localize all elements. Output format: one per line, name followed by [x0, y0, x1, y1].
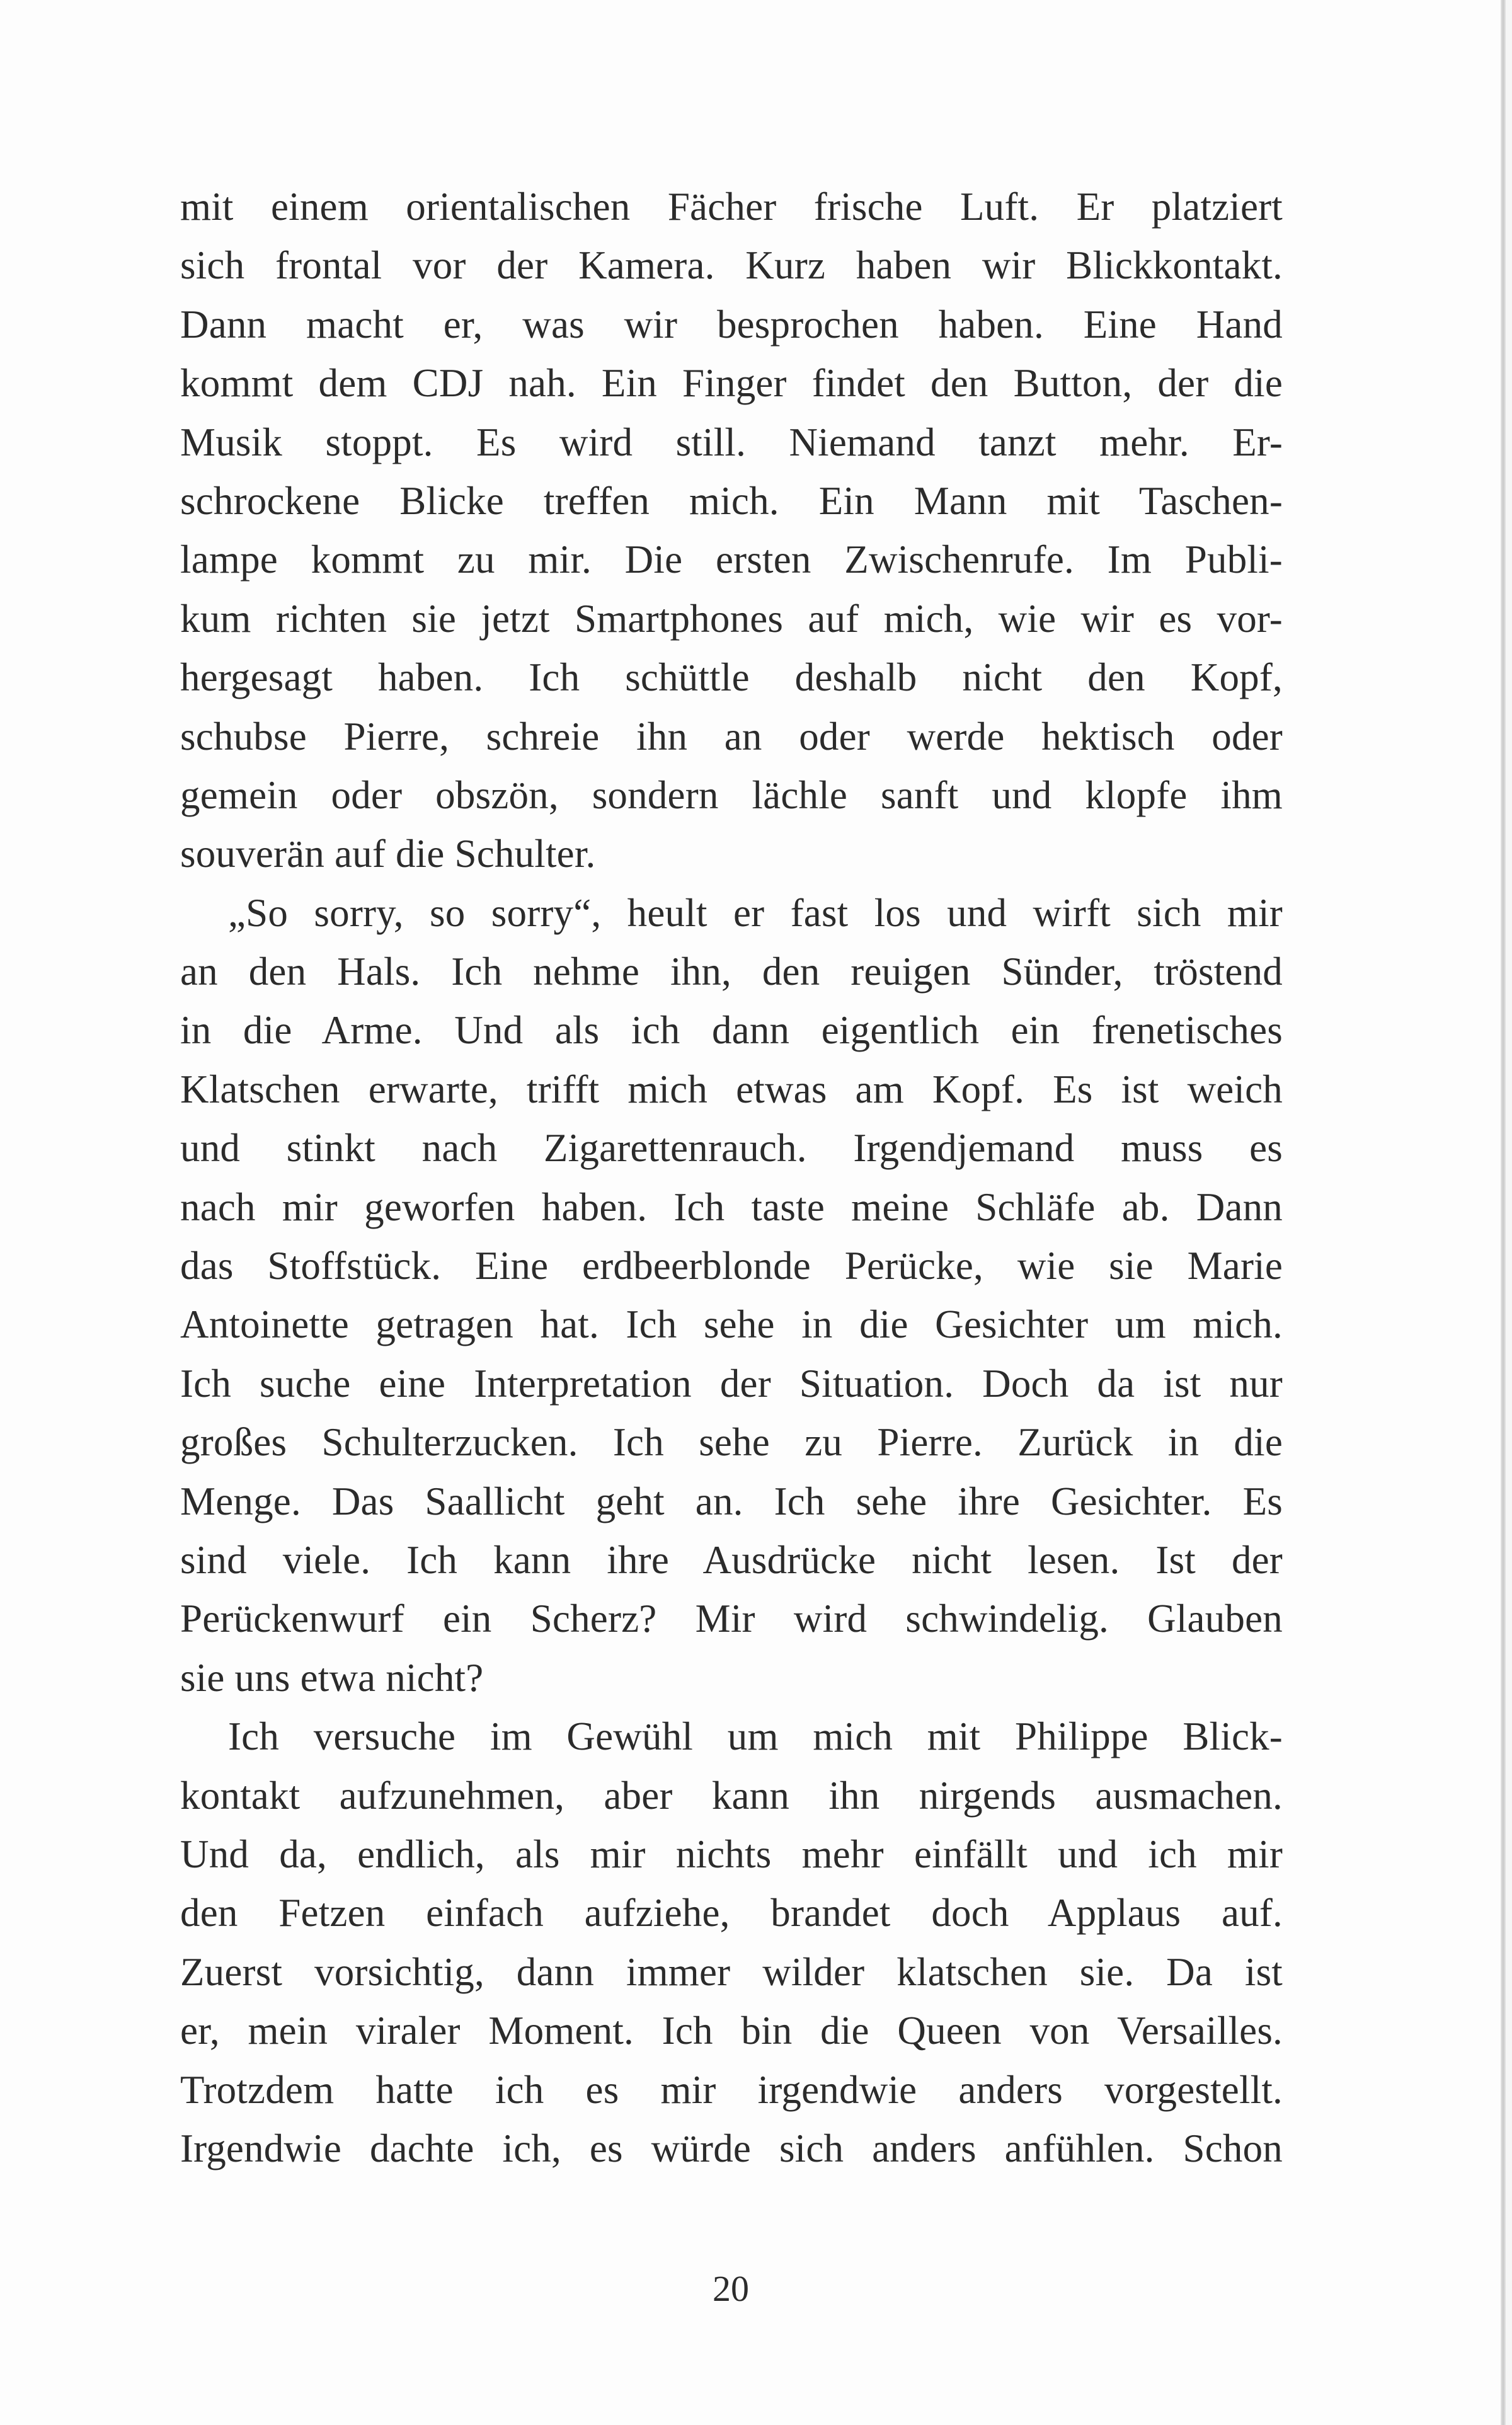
- text-line: Ich suche eine Interpretation der Situation. Doch da ist nur: [180, 1361, 1283, 1406]
- text-line: den Fetzen einfach aufziehe, brandet doch Applaus auf.: [180, 1891, 1283, 1935]
- text-line: nach mir geworfen haben. Ich taste meine Schläfe ab. Dann: [180, 1184, 1283, 1229]
- text-line: er, mein viraler Moment. Ich bin die Queen von Versailles.: [180, 2009, 1283, 2053]
- text-line: Trotzdem hatte ich es mir irgendwie anders vorgestellt.: [180, 2067, 1283, 2112]
- text-line: Zuerst vorsichtig, dann immer wilder klatschen sie. Da ist: [180, 1949, 1283, 1994]
- text-line: sie uns etwa nicht?: [180, 1655, 484, 1700]
- text-line: Und da, endlich, als mir nichts mehr einfällt und ich mir: [180, 1832, 1283, 1876]
- text-line: kontakt aufzunehmen, aber kann ihn nirgends ausmachen.: [180, 1773, 1283, 1818]
- text-line: Menge. Das Saallicht geht an. Ich sehe ihre Gesichter. Es: [180, 1479, 1283, 1523]
- text-line: Dann macht er, was wir besprochen haben. Eine Hand: [180, 302, 1283, 347]
- text-line: Musik stoppt. Es wird still. Niemand tanzt mehr. Er-: [180, 420, 1283, 464]
- text-line: souverän auf die Schulter.: [180, 832, 596, 876]
- text-line: gemein oder obszön, sondern lächle sanft und klopfe ihm: [180, 772, 1283, 817]
- text-line: lampe kommt zu mir. Die ersten Zwischenrufe. Im Publi-: [180, 537, 1283, 582]
- page-edge-shadow: [1501, 0, 1506, 2425]
- text-line: hergesagt haben. Ich schüttle deshalb nicht den Kopf,: [180, 655, 1283, 700]
- text-line: „So sorry, so sorry“, heult er fast los und wirft sich mir: [228, 890, 1283, 935]
- text-line: in die Arme. Und als ich dann eigentlich ein frenetisches: [180, 1008, 1283, 1053]
- text-line: das Stoffstück. Eine erdbeerblonde Perücke, wie sie Marie: [180, 1244, 1283, 1288]
- paragraph: [180, 178, 1283, 884]
- text-line: sind viele. Ich kann ihre Ausdrücke nicht lesen. Ist der: [180, 1537, 1283, 1582]
- text-line: großes Schulterzucken. Ich sehe zu Pierre. Zurück in die: [180, 1420, 1283, 1465]
- text-line: sich frontal vor der Kamera. Kurz haben wir Blickkontakt.: [180, 243, 1283, 288]
- text-line: kum richten sie jetzt Smartphones auf mich, wie wir es vor-: [180, 596, 1283, 641]
- text-line: schubse Pierre, schreie ihn an oder werde hektisch oder: [180, 714, 1283, 759]
- body-text: [180, 178, 1283, 2178]
- page-number: 20: [713, 2268, 749, 2309]
- text-line: Perückenwurf ein Scherz? Mir wird schwindelig. Glauben: [180, 1597, 1283, 1641]
- page-edge: [1506, 0, 1512, 2425]
- text-line: kommt dem CDJ nah. Ein Finger findet den Button, der die: [180, 361, 1283, 406]
- text-line: Antoinette getragen hat. Ich sehe in die Gesichter um mich.: [180, 1302, 1283, 1347]
- text-line: Ich versuche im Gewühl um mich mit Philippe Blick-: [228, 1714, 1283, 1759]
- paragraph: [180, 1707, 1283, 2178]
- text-line: schrockene Blicke treffen mich. Ein Mann mit Taschen-: [180, 478, 1283, 523]
- text-line: und stinkt nach Zigarettenrauch. Irgendjemand muss es: [180, 1126, 1283, 1171]
- text-line: mit einem orientalischen Fächer frische Luft. Er platziert: [180, 185, 1283, 229]
- paragraph: [180, 884, 1283, 1707]
- text-line: Irgendwie dachte ich, es würde sich anders anfühlen. Schon: [180, 2126, 1283, 2170]
- text-line: Klatschen erwarte, trifft mich etwas am Kopf. Es ist weich: [180, 1067, 1283, 1111]
- text-line: an den Hals. Ich nehme ihn, den reuigen Sünder, tröstend: [180, 949, 1283, 994]
